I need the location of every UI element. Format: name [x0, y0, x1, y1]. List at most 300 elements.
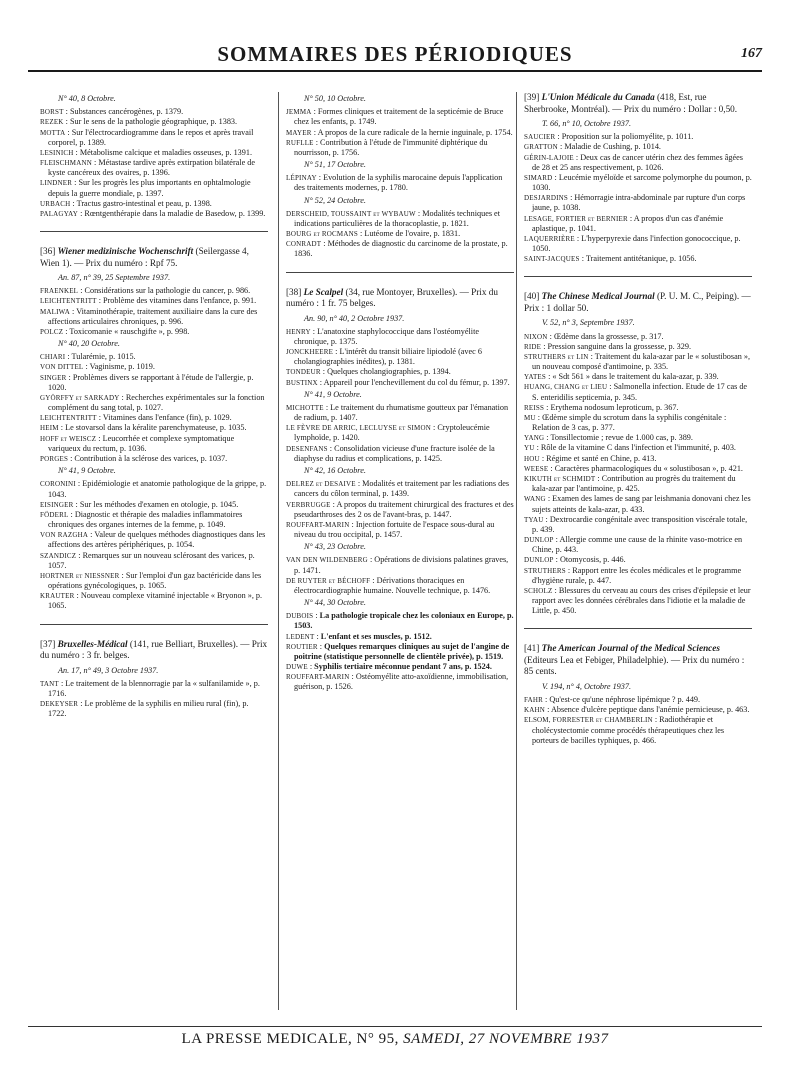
- article-title: Contribution au progrès du traitement du kala-azar par l'antimoine, p. 425.: [532, 473, 736, 494]
- column-right: [524, 92, 752, 1010]
- journal-details: (141, rue Belliart, Bruxelles). — Prix du numéro : 3 fr. belges.: [40, 638, 268, 661]
- article-entry: DUNLOP : Allergie comme une cause de la rhinite vaso-motrice en Chine, p. 443.: [524, 535, 743, 555]
- article-entry: VON RAZGHA : Valeur de quelques méthodes diagnostiques dans les affections des artères périphériques, p. 1054.: [40, 530, 266, 550]
- journal-heading: [524, 291, 752, 314]
- article-author: JEMMA: [286, 108, 312, 117]
- article-entry: JONCKHEERE : L'intérêt du transit biliaire lipiodolé (avec 6 cholangiographies inédites), p. 1381.: [286, 347, 482, 367]
- issue-heading: T. 66, n° 10, Octobre 1937.: [542, 119, 632, 128]
- journal-name: Bruxelles-Médical: [57, 638, 128, 649]
- article-entry: GYÖRFFY et SARKADY : Recherches expérimentales sur la fonction complément du sang total, p. 1027.: [40, 392, 265, 413]
- article-author: KIKUTH et SCHMIDT: [524, 474, 596, 483]
- article-author: YU: [524, 444, 535, 453]
- journal-name: L'Union Médicale du Canada: [541, 92, 655, 102]
- journal-heading: [40, 639, 268, 662]
- journal-number: [36]: [40, 246, 56, 257]
- article-title: Leucorrhée et complexe symptomatique variqueux du rectum, p. 1036.: [48, 433, 235, 453]
- issue-heading: An. 87, n° 39, 25 Septembre 1937.: [58, 273, 171, 283]
- article-title: Radiothérapie et cholécystectomie comme procédés thérapeutiques chez les porteurs de bacilles typhiques, p. 466.: [532, 715, 725, 745]
- article-author: MALIWA: [40, 307, 70, 316]
- article-title: Caractères pharmacologiques du « solustibosan », p. 421.: [554, 463, 743, 473]
- article-entry: HOU : Régime et santé en Chine, p. 413.: [524, 453, 657, 463]
- article-author: VAN DEN WILDENBERG: [286, 556, 368, 565]
- article-title: Traitement antitétanique, p. 1056.: [585, 254, 697, 264]
- article-title: Rœntgenthérapie dans la maladie de Basedow, p. 1399.: [84, 208, 266, 218]
- article-entry: SAUCIER : Proposition sur la poliomyélite, p. 1011.: [524, 132, 694, 142]
- article-author: LE FÈVRE DE ARRIC, LECLUYSE et SIMON: [286, 424, 431, 433]
- article-title: A propos d'un cas d'anémie aplastique, p. 1041.: [532, 213, 724, 233]
- article-title: Sur les progrès les plus importants en ophtalmologie depuis la guerre mondiale, p. 1397.: [48, 178, 251, 198]
- article-title: Sur le sens de la pathologie géographique, p. 1383.: [69, 117, 238, 127]
- article-author: TONDEUR: [286, 368, 321, 377]
- article-author: HENRY: [286, 327, 311, 336]
- journal-details: (Seilergasse 4, Wien 1). — Prix du numéro : Rpf 75.: [40, 246, 249, 268]
- article-entry: ROUFFART-MARIN : Ostéomyélite atto-axoïdienne, immobilisation, guérison, p. 1526.: [286, 672, 509, 692]
- article-title: A propos du traitement chirurgical des fractures et des pseudarthroses des 2 os de l'avant-bras, p. 1447.: [294, 499, 514, 519]
- article-entry: MALIWA : Vitaminothérapie, traitement auxiliaire dans la cure des affections articulaires chroniques, p. 996.: [40, 306, 258, 326]
- article-author: DELREZ et DESAIVE: [286, 480, 356, 489]
- article-title: Le problème de la syphilis en milieu rural (fin), p. 1722.: [48, 699, 249, 719]
- article-author: LAQUERRIÈRE: [524, 234, 575, 243]
- article-entry: HENRY : L'anatoxine staphylococcique dans l'ostéomyélite chronique, p. 1375.: [286, 326, 479, 346]
- article-title: Œdème dans la grossesse, p. 317.: [553, 331, 664, 341]
- article-author: CHIARI: [40, 353, 66, 362]
- article-title: A propos de la cure radicale de la hernie inguinale, p. 1754.: [317, 127, 513, 137]
- page-footer: [28, 1026, 762, 1055]
- article-entry: LEICHTENTRITT : Vitamines dans l'enfance (fin), p. 1029.: [40, 413, 232, 423]
- article-entry: ROUTIER : Quelques remarques cliniques au sujet de l'angine de poitrine (statistique personnelle de clientèle privée), p. 1519.: [286, 641, 510, 661]
- article-title: Traitement du kala-azar par le « solustibosan », un nouveau composé d'antimoine, p. 335.: [532, 351, 750, 372]
- article-author: RUFLLE: [286, 138, 314, 147]
- article-author: VERBRUGGE: [286, 500, 331, 509]
- article-title: Hémorragie intra-abdominale par rupture d'un corps jaune, p. 1038.: [532, 193, 746, 213]
- article-title: Qu'est-ce qu'une néphrose lipémique ? p. 449.: [549, 695, 701, 705]
- article-entry: KRAUTER : Nouveau complexe vitaminé injectable « Bryonon », p. 1065.: [40, 591, 263, 611]
- article-entry: STRUTHERS et LIN : Traitement du kala-azar par le « solustibosan », un nouveau composé d'antimoine, p. 335.: [524, 351, 750, 372]
- page-title: SOMMAIRES DES PÉRIODIQUES: [217, 42, 573, 66]
- article-author: VON DITTEL: [40, 363, 84, 372]
- article-title: Allergie comme une cause de la rhinite vaso-motrice en Chine, p. 443.: [532, 535, 743, 555]
- article-entry: DUBOIS : La pathologie tropicale chez les coloniaux en Europe, p. 1503.: [286, 611, 514, 631]
- article-title: Syphilis tertiaire méconnue pendant 7 ans, p. 1524.: [314, 662, 492, 672]
- article-entry: VON DITTEL : Vaginisme, p. 1019.: [40, 362, 155, 372]
- article-author: MICHOTTE: [286, 403, 324, 412]
- article-author: BORST: [40, 108, 64, 117]
- article-entry: EISINGER : Sur les méthodes d'examen en otologie, p. 1045.: [40, 499, 239, 509]
- footer-publication: LA PRESSE MEDICALE, N° 95,: [181, 1031, 399, 1047]
- article-author: ROUTIER: [286, 642, 318, 651]
- article-author: FAHR: [524, 696, 543, 705]
- journal-name: Wiener medizinische Wochenschrift: [57, 246, 194, 257]
- article-entry: CHIARI : Tularémie, p. 1015.: [40, 352, 136, 362]
- journal-number: [39]: [524, 92, 540, 102]
- article-entry: SINGER : Problèmes divers se rapportant à l'étude de l'allergie, p. 1020.: [40, 372, 254, 392]
- article-author: SAINT-JACQUES: [524, 255, 580, 264]
- article-title: Métastase tardive après extirpation bilatérale de kyste cancéreux des ovaires, p. 1396.: [48, 158, 255, 178]
- article-title: Remarques sur un nouveau sclérosant des varices, p. 1057.: [48, 550, 255, 570]
- article-author: JONCKHEERE: [286, 348, 334, 357]
- article-entry: DELREZ et DESAIVE : Modalités et traitement par les radiations des cancers du côlon terminal, p. 1439.: [286, 479, 510, 499]
- article-title: Problème des vitamines dans l'enfance, p. 991.: [103, 296, 257, 306]
- article-entry: PALAGYAY : Rœntgenthérapie dans la maladie de Basedow, p. 1399.: [40, 208, 266, 218]
- article-entry: URBACH : Tractus gastro-intestinal et peau, p. 1398.: [40, 198, 212, 208]
- article-author: URBACH: [40, 199, 71, 208]
- article-entry: ELSOM, FORRESTER et CHAMBERLIN : Radiothérapie et cholécystectomie comme procédés thérapeutiques chez les porteurs de bacilles typhiques, p. 466.: [524, 715, 725, 745]
- article-entry: LINDNER : Sur les progrès les plus importants en ophtalmologie depuis la guerre mondiale, p. 1397.: [40, 178, 251, 198]
- article-author: STRUTHERS: [524, 566, 566, 575]
- article-title: Nouveau complexe vitaminé injectable « Bryonon », p. 1065.: [48, 591, 263, 611]
- article-title: Pression sanguine dans la grossesse, p. 329.: [547, 341, 692, 351]
- article-author: LÉPINAY: [286, 174, 317, 183]
- article-title: Vitamines dans l'enfance (fin), p. 1029.: [102, 413, 232, 423]
- article-entry: KAHN : Absence d'ulcère peptique dans l'anémie pernicieuse, p. 463.: [524, 705, 750, 715]
- article-author: LINDNER: [40, 179, 73, 188]
- article-author: ROUFFART-MARIN: [286, 520, 350, 529]
- article-author: MOTTA: [40, 128, 66, 137]
- journal-name: Le Scalpel: [303, 286, 344, 297]
- article-title: Appareil pour l'enchevillement du col du fémur, p. 1397.: [323, 377, 510, 387]
- article-title: Epidémiologie et anatomie pathologique de la grippe, p. 1043.: [48, 479, 267, 499]
- article-author: PORGES: [40, 454, 69, 463]
- journal-details: (P. U. M. C., Peiping). — Prix : 1 dollar 50.: [524, 291, 751, 313]
- article-author: FÖDERL: [40, 510, 69, 519]
- article-author: STRUTHERS et LIN: [524, 352, 589, 361]
- article-author: WEESE: [524, 464, 549, 473]
- article-author: BUSTINX: [286, 378, 318, 387]
- article-entry: MAYER : A propos de la cure radicale de la hernie inguinale, p. 1754.: [286, 127, 513, 137]
- article-title: Rôle de la vitamine C dans l'infection et l'immunité, p. 403.: [540, 443, 736, 453]
- issue-heading: N° 41, 9 Octobre.: [304, 389, 362, 399]
- article-title: Deux cas de cancer utérin chez des femmes âgées de 28 et 25 ans respectivement, p. 1026.: [532, 152, 743, 172]
- article-author: KRAUTER: [40, 592, 75, 601]
- journal-number: [41]: [524, 643, 540, 654]
- article-author: BOURG et ROCMANS: [286, 230, 358, 239]
- article-entry: TYAU : Dextrocardie congénitale avec transposition viscérale totale, p. 439.: [524, 514, 748, 534]
- issue-heading: N° 52, 24 Octobre.: [304, 195, 366, 205]
- article-entry: YATES : « Sdt 561 » dans le traitement du kala-azar, p. 339.: [524, 372, 719, 382]
- article-entry: YU : Rôle de la vitamine C dans l'infection et l'immunité, p. 403.: [524, 443, 736, 453]
- article-author: EISINGER: [40, 500, 74, 509]
- article-author: DESJARDINS: [524, 194, 569, 203]
- article-entry: NIXON : Œdème dans la grossesse, p. 317.: [524, 331, 664, 341]
- article-entry: JEMMA : Formes cliniques et traitement de la septicémie de Bruce chez les enfants, p. 1749.: [286, 107, 504, 127]
- article-entry: BUSTINX : Appareil pour l'enchevillement du col du fémur, p. 1397.: [286, 377, 510, 387]
- article-entry: MICHOTTE : Le traitement du rhumatisme goutteux par l'émanation de radium, p. 1407.: [286, 402, 509, 423]
- article-title: Le stovarsol dans la kéralite parenchymateuse, p. 1035.: [65, 423, 247, 433]
- section-rule: [40, 231, 268, 232]
- article-entry: DUWE : Syphilis tertiaire méconnue pendant 7 ans, p. 1524.: [286, 662, 492, 672]
- section-rule: [286, 272, 514, 273]
- article-author: REZEK: [40, 118, 64, 127]
- article-title: Maladie de Cushing, p. 1014.: [564, 142, 661, 152]
- article-title: Erythema nodosum leproticum, p. 367.: [550, 402, 679, 412]
- issue-heading: N° 41, 9 Octobre.: [58, 466, 116, 476]
- article-entry: FAHR : Qu'est-ce qu'une néphrose lipémique ? p. 449.: [524, 695, 701, 705]
- article-author: SIMARD: [524, 173, 553, 182]
- article-title: Proposition sur la poliomyélite, p. 1011.: [561, 132, 694, 142]
- article-author: DESENFANS: [286, 444, 328, 453]
- column-divider: [278, 92, 279, 1010]
- article-title: Blessures du cerveau au cours des crises d'épilepsie et leur rapport avec les données cérébrales dans l'idiotie et la maladie de Little, p. 450.: [532, 585, 751, 616]
- article-author: HOU: [524, 454, 540, 463]
- issue-heading: N° 43, 23 Octobre.: [304, 542, 366, 552]
- article-title: Le traitement du rhumatisme goutteux par l'émanation de radium, p. 1407.: [294, 402, 509, 423]
- article-author: DUWE: [286, 663, 308, 672]
- article-entry: ROUFFART-MARIN : Injection fortuite de l'espace sous-dural au niveau du trou occipital, p. 1457.: [286, 519, 495, 540]
- page-header: [28, 40, 762, 72]
- article-entry: KIKUTH et SCHMIDT : Contribution au progrès du traitement du kala-azar par l'antimoine, p. 425.: [524, 473, 736, 494]
- article-entry: FÖDERL : Diagnostic et thérapie des maladies inflammatoires chroniques des organes internes de la femme, p. 1049.: [40, 509, 243, 530]
- article-entry: CORONINI : Epidémiologie et anatomie pathologique de la grippe, p. 1043.: [40, 479, 267, 499]
- article-title: Quelques remarques cliniques au sujet de l'angine de poitrine (statistique personnelle de clientèle privée), p. 1519.: [294, 641, 510, 661]
- column-left: [40, 92, 268, 1010]
- article-author: GÉRIN-LAJOIE: [524, 153, 574, 162]
- article-title: Otomycosis, p. 446.: [559, 555, 626, 565]
- article-title: Absence d'ulcère peptique dans l'anémie pernicieuse, p. 463.: [550, 705, 750, 715]
- article-author: LEICHTENTRITT: [40, 414, 97, 423]
- article-author: DUBOIS: [286, 612, 314, 621]
- journal-number: [37]: [40, 638, 56, 649]
- article-author: HEIM: [40, 424, 59, 433]
- article-author: RIDE: [524, 342, 542, 351]
- article-author: FRAENKEL: [40, 287, 79, 296]
- article-entry: LESAGE, FORTIER et BERNIER : A propos d'un cas d'anémie aplastique, p. 1041.: [524, 213, 724, 233]
- article-author: VON RAZGHA: [40, 531, 89, 540]
- article-entry: DE RUYTER et BÉCHOFF : Dérivations thoraciques en électrocardiographie humaine. Nouvelle technique, p. 1476.: [286, 575, 491, 595]
- article-author: DERSCHEID, TOUSSAINT et WYBAUW: [286, 209, 416, 218]
- article-title: L'hyperpyrexie dans l'infection gonococcique, p. 1050.: [532, 233, 741, 254]
- article-entry: DUNLOP : Otomycosis, p. 446.: [524, 555, 626, 565]
- article-entry: HUANG, CHANG et LIEU : Salmonella infection. Etude de 17 cas de S. enteridilis septicemia, p. 345.: [524, 382, 748, 402]
- article-entry: HORTNER et NIESSNER : Sur l'emploi d'un gaz bactéricide dans les opérations gynécologiques, p. 1065.: [40, 570, 262, 591]
- article-entry: BORST : Substances cancérogènes, p. 1379.: [40, 107, 184, 117]
- journal-details: (Editeurs Lea et Febiger, Philadelphie). — Prix du numéro : 85 cents.: [524, 654, 745, 677]
- article-title: Modalités techniques et indications particulières de la thoracoplastie, p. 1821.: [294, 208, 500, 228]
- article-entry: LESINICH : Métabolisme calcique et maladies osseuses, p. 1391.: [40, 147, 252, 157]
- article-entry: MOTTA : Sur l'électrocardiogramme dans le repos et après travail corporel, p. 1389.: [40, 127, 254, 147]
- article-title: Le traitement de la blennorragie par la « sulfanilamide », p. 1716.: [48, 678, 260, 698]
- article-entry: DESENFANS : Consolidation vicieuse d'une fracture isolée de la diaphyse du radius et complications, p. 1425.: [286, 443, 495, 463]
- article-entry: STRUTHERS : Rapport entre les écoles médicales et le programme d'hygiène rurale, p. 447.: [524, 565, 742, 585]
- article-title: Vitaminothérapie, traitement auxiliaire dans la cure des affections articulaires chroniques, p. 996.: [48, 306, 258, 326]
- article-author: YANG: [524, 434, 545, 443]
- article-entry: REZEK : Sur le sens de la pathologie géographique, p. 1383.: [40, 117, 238, 127]
- article-author: MU: [524, 413, 536, 422]
- article-entry: TANT : Le traitement de la blennorragie par la « sulfanilamide », p. 1716.: [40, 678, 260, 698]
- article-entry: HOFF et WEISCZ : Leucorrhée et complexe symptomatique variqueux du rectum, p. 1036.: [40, 433, 235, 453]
- issue-heading: An. 17, n° 49, 3 Octobre 1937.: [58, 665, 159, 675]
- article-title: Formes cliniques et traitement de la septicémie de Bruce chez les enfants, p. 1749.: [294, 107, 504, 127]
- article-title: Tonsillectomie ; revue de 1.000 cas, p. 389.: [550, 433, 693, 443]
- article-author: LEICHTENTRITT: [40, 297, 97, 306]
- article-title: Contribution à l'étude de l'immunité diphtérique du nourrisson, p. 1756.: [294, 137, 488, 157]
- article-entry: LEDENT : L'enfant et ses muscles, p. 1512.: [286, 631, 432, 641]
- article-entry: TONDEUR : Quelques cholangiographies, p. 1394.: [286, 367, 451, 377]
- article-title: Modalités et traitement par les radiations des cancers du côlon terminal, p. 1439.: [294, 479, 510, 499]
- section-rule: [524, 276, 752, 277]
- journal-heading: [286, 287, 514, 310]
- article-entry: RIDE : Pression sanguine dans la grossesse, p. 329.: [524, 341, 692, 351]
- article-author: LEDENT: [286, 632, 315, 641]
- article-title: Méthodes de diagnostic du carcinome de la prostate, p. 1836.: [294, 239, 508, 259]
- article-title: Œdème simple du scrotum dans la syphilis congénitale : Relation de 3 cas, p. 377.: [532, 412, 727, 433]
- article-title: Dérivations thoraciques en électrocardiographie humaine. Nouvelle technique, p. 1476.: [294, 575, 491, 595]
- article-author: GYÖRFFY et SARKADY: [40, 393, 120, 402]
- article-entry: LÉPINAY : Evolution de la syphilis marocaine depuis l'application des traitements modernes, p. 1780.: [286, 173, 503, 193]
- article-entry: SIMARD : Leucémie myéloïde et sarcome polymorphe du poumon, p. 1030.: [524, 172, 752, 193]
- issue-heading: N° 42, 16 Octobre.: [304, 465, 366, 475]
- journal-name: The American Journal of the Medical Sciences: [541, 643, 720, 654]
- article-title: Dextrocardie congénitale avec transposition viscérale totale, p. 439.: [532, 514, 748, 534]
- article-author: LESAGE, FORTIER et BERNIER: [524, 214, 628, 223]
- article-author: TYAU: [524, 515, 544, 524]
- article-title: Evolution de la syphilis marocaine depuis l'application des traitements modernes, p. 1780.: [294, 173, 503, 193]
- article-entry: PORGES : Contribution à la sclérose des varices, p. 1037.: [40, 453, 228, 463]
- article-title: Sur l'emploi d'un gaz bactéricide dans les opérations gynécologiques, p. 1065.: [48, 570, 262, 591]
- article-author: GRATTON: [524, 143, 558, 152]
- article-author: HORTNER et NIESSNER: [40, 571, 120, 580]
- issue-heading: N° 51, 17 Octobre.: [304, 160, 366, 170]
- article-title: La pathologie tropicale chez les coloniaux en Europe, p. 1503.: [294, 611, 514, 631]
- article-author: WANG: [524, 495, 546, 504]
- article-title: Toxicomanie « rauschgifte », p. 998.: [69, 326, 190, 336]
- article-title: Valeur de quelques méthodes diagnostiques dans les affections des artères périphériques, p. 1054.: [48, 530, 266, 550]
- article-author: ELSOM, FORRESTER et CHAMBERLIN: [524, 716, 653, 725]
- article-entry: SAINT-JACQUES : Traitement antitétanique, p. 1056.: [524, 254, 697, 264]
- article-entry: LEICHTENTRITT : Problème des vitamines dans l'enfance, p. 991.: [40, 296, 257, 306]
- issue-heading: N° 40, 20 Octobre.: [58, 339, 120, 349]
- article-entry: FLEISCHMANN : Métastase tardive après extirpation bilatérale de kyste cancéreux des ovaires, p. 1396.: [40, 158, 255, 178]
- article-author: LESINICH: [40, 148, 74, 157]
- journal-number: [38]: [286, 286, 302, 297]
- article-entry: POLCZ : Toxicomanie « rauschgifte », p. 998.: [40, 326, 190, 336]
- article-entry: WANG : Examen des lames de sang par leishmania donovani chez les sujets atteints de kala-azar, p. 433.: [524, 494, 751, 514]
- section-rule: [40, 624, 268, 625]
- article-author: FLEISCHMANN: [40, 159, 92, 168]
- article-entry: GRATTON : Maladie de Cushing, p. 1014.: [524, 142, 661, 152]
- issue-heading: V. 52, n° 3, Septembre 1937.: [542, 318, 635, 328]
- article-entry: MU : Œdème simple du scrotum dans la syphilis congénitale : Relation de 3 cas, p. 377.: [524, 412, 727, 433]
- article-author: HOFF et WEISCZ: [40, 434, 97, 443]
- column-divider: [516, 92, 517, 1010]
- article-title: Tractus gastro-intestinal et peau, p. 1398.: [76, 198, 212, 208]
- article-author: CONRADT: [286, 240, 322, 249]
- issue-heading: V. 194, n° 4, Octobre 1937.: [542, 681, 632, 691]
- article-title: Cryptoleucémie lymphoïde, p. 1420.: [294, 423, 490, 443]
- article-author: DE RUYTER et BÉCHOFF: [286, 576, 371, 585]
- article-entry: BOURG et ROCMANS : Lutéome de l'ovaire, p. 1831.: [286, 229, 461, 239]
- article-author: SAUCIER: [524, 133, 556, 142]
- article-title: Problèmes divers se rapportant à l'étude de l'allergie, p. 1020.: [48, 372, 254, 392]
- article-title: Métabolisme calcique et maladies osseuses, p. 1391.: [79, 147, 252, 157]
- article-author: YATES: [524, 373, 547, 382]
- article-author: DUNLOP: [524, 536, 554, 545]
- article-entry: LE FÈVRE DE ARRIC, LECLUYSE et SIMON : Cryptoleucémie lymphoïde, p. 1420.: [286, 423, 490, 443]
- article-entry: YANG : Tonsillectomie ; revue de 1.000 cas, p. 389.: [524, 433, 693, 443]
- article-author: SZANDICZ: [40, 551, 77, 560]
- article-title: Leucémie myéloïde et sarcome polymorphe du poumon, p. 1030.: [532, 172, 752, 193]
- article-entry: DESJARDINS : Hémorragie intra-abdominale par rupture d'un corps jaune, p. 1038.: [524, 193, 746, 213]
- article-author: MAYER: [286, 128, 312, 137]
- article-title: Sur les méthodes d'examen en otologie, p. 1045.: [79, 499, 239, 509]
- section-rule: [524, 628, 752, 629]
- article-author: REISS: [524, 403, 545, 412]
- article-author: TANT: [40, 679, 59, 688]
- page-number: 167: [741, 46, 762, 61]
- article-title: Examen des lames de sang par leishmania donovani chez les sujets atteints de kala-azar, p. 433.: [532, 494, 751, 514]
- article-entry: VAN DEN WILDENBERG : Opérations de divisions palatines graves, p. 1471.: [286, 555, 509, 575]
- journal-number: [40]: [524, 291, 540, 302]
- article-author: KAHN: [524, 706, 546, 715]
- article-author: SCHOLZ: [524, 586, 553, 595]
- article-title: Quelques cholangiographies, p. 1394.: [327, 367, 451, 377]
- article-entry: SZANDICZ : Remarques sur un nouveau sclérosant des varices, p. 1057.: [40, 550, 255, 570]
- issue-heading: An. 90, n° 40, 2 Octobre 1937.: [304, 313, 405, 323]
- article-title: Régime et santé en Chine, p. 413.: [546, 453, 657, 463]
- article-entry: LAQUERRIÈRE : L'hyperpyrexie dans l'infection gonococcique, p. 1050.: [524, 233, 741, 254]
- article-title: « Sdt 561 » dans le traitement du kala-azar, p. 339.: [552, 372, 719, 382]
- article-title: Lutéome de l'ovaire, p. 1831.: [364, 229, 461, 239]
- article-title: Salmonella infection. Etude de 17 cas de S. enteridilis septicemia, p. 345.: [532, 382, 748, 402]
- article-title: Considérations sur la pathologie du cancer, p. 986.: [84, 286, 251, 296]
- journal-heading: [524, 643, 752, 678]
- article-entry: FRAENKEL : Considérations sur la pathologie du cancer, p. 986.: [40, 286, 251, 296]
- article-title: Injection fortuite de l'espace sous-dural au niveau du trou occipital, p. 1457.: [294, 519, 495, 540]
- article-entry: CONRADT : Méthodes de diagnostic du carcinome de la prostate, p. 1836.: [286, 239, 508, 259]
- article-entry: REISS : Erythema nodosum leproticum, p. 367.: [524, 402, 679, 412]
- article-author: POLCZ: [40, 327, 64, 336]
- article-author: PALAGYAY: [40, 209, 79, 218]
- article-title: Consolidation vicieuse d'une fracture isolée de la diaphyse du radius et complications, p. 1425.: [294, 443, 495, 463]
- article-entry: VERBRUGGE : A propos du traitement chirurgical des fractures et des pseudarthroses des 2 os de l'avant-bras, p. 1447.: [286, 499, 514, 519]
- article-title: Vaginisme, p. 1019.: [89, 362, 155, 372]
- journal-details: (34, rue Montoyer, Bruxelles). — Prix du numéro : 1 fr. 75 belges.: [286, 286, 498, 309]
- issue-heading: N° 40, 8 Octobre.: [58, 94, 116, 103]
- article-author: CORONINI: [40, 480, 76, 489]
- article-title: Opérations de divisions palatines graves, p. 1471.: [294, 555, 509, 575]
- article-entry: GÉRIN-LAJOIE : Deux cas de cancer utérin chez des femmes âgées de 28 et 25 ans respectivement, p. 1026.: [524, 152, 743, 172]
- article-author: SINGER: [40, 373, 67, 382]
- journal-name: The Chinese Medical Journal: [541, 291, 655, 302]
- article-title: Diagnostic et thérapie des maladies inflammatoires chroniques des organes internes de la femme, p. 1049.: [48, 509, 243, 530]
- article-title: Contribution à la sclérose des varices, p. 1037.: [74, 453, 228, 463]
- article-entry: DERSCHEID, TOUSSAINT et WYBAUW : Modalités techniques et indications particulières de la thoracoplastie, p. 1821.: [286, 208, 500, 228]
- article-title: L'intérêt du transit biliaire lipiodolé (avec 6 cholangiographies inédites), p. 1381.: [294, 347, 482, 367]
- article-entry: SCHOLZ : Blessures du cerveau au cours des crises d'épilepsie et leur rapport avec les données cérébrales dans l'idiotie et la maladie de Little, p. 450.: [524, 585, 751, 616]
- article-title: Ostéomyélite atto-axoïdienne, immobilisation, guérison, p. 1526.: [294, 672, 509, 692]
- article-entry: RUFLLE : Contribution à l'étude de l'immunité diphtérique du nourrisson, p. 1756.: [286, 137, 488, 157]
- article-author: DEKEYSER: [40, 700, 79, 709]
- article-entry: HEIM : Le stovarsol dans la kéralite parenchymateuse, p. 1035.: [40, 423, 247, 433]
- article-title: L'enfant et ses muscles, p. 1512.: [320, 631, 432, 641]
- article-author: HUANG, CHANG et LIEU: [524, 383, 608, 392]
- article-title: Recherches expérimentales sur la fonction complément du sang total, p. 1027.: [48, 392, 265, 413]
- issue-heading: N° 44, 30 Octobre.: [304, 598, 366, 608]
- journal-heading: [40, 246, 268, 269]
- article-title: Substances cancérogènes, p. 1379.: [69, 107, 184, 117]
- issue-heading: N° 50, 10 Octobre.: [304, 94, 366, 103]
- journal-heading: [524, 92, 752, 115]
- journal-details: (418, Est, rue Sherbrooke, Montréal). — Prix du numéro : Dollar : 0,50.: [524, 92, 738, 114]
- article-title: L'anatoxine staphylococcique dans l'ostéomyélite chronique, p. 1375.: [294, 326, 479, 346]
- article-author: DUNLOP: [524, 556, 554, 565]
- article-title: Tularémie, p. 1015.: [71, 352, 136, 362]
- article-entry: WEESE : Caractères pharmacologiques du « solustibosan », p. 421.: [524, 463, 743, 473]
- article-entry: DEKEYSER : Le problème de la syphilis en milieu rural (fin), p. 1722.: [40, 699, 249, 719]
- column-middle: [286, 92, 514, 1010]
- article-author: NIXON: [524, 332, 548, 341]
- article-title: Sur l'électrocardiogramme dans le repos et après travail corporel, p. 1389.: [48, 127, 254, 147]
- footer-date: SAMEDI, 27 NOVEMBRE 1937: [403, 1031, 609, 1047]
